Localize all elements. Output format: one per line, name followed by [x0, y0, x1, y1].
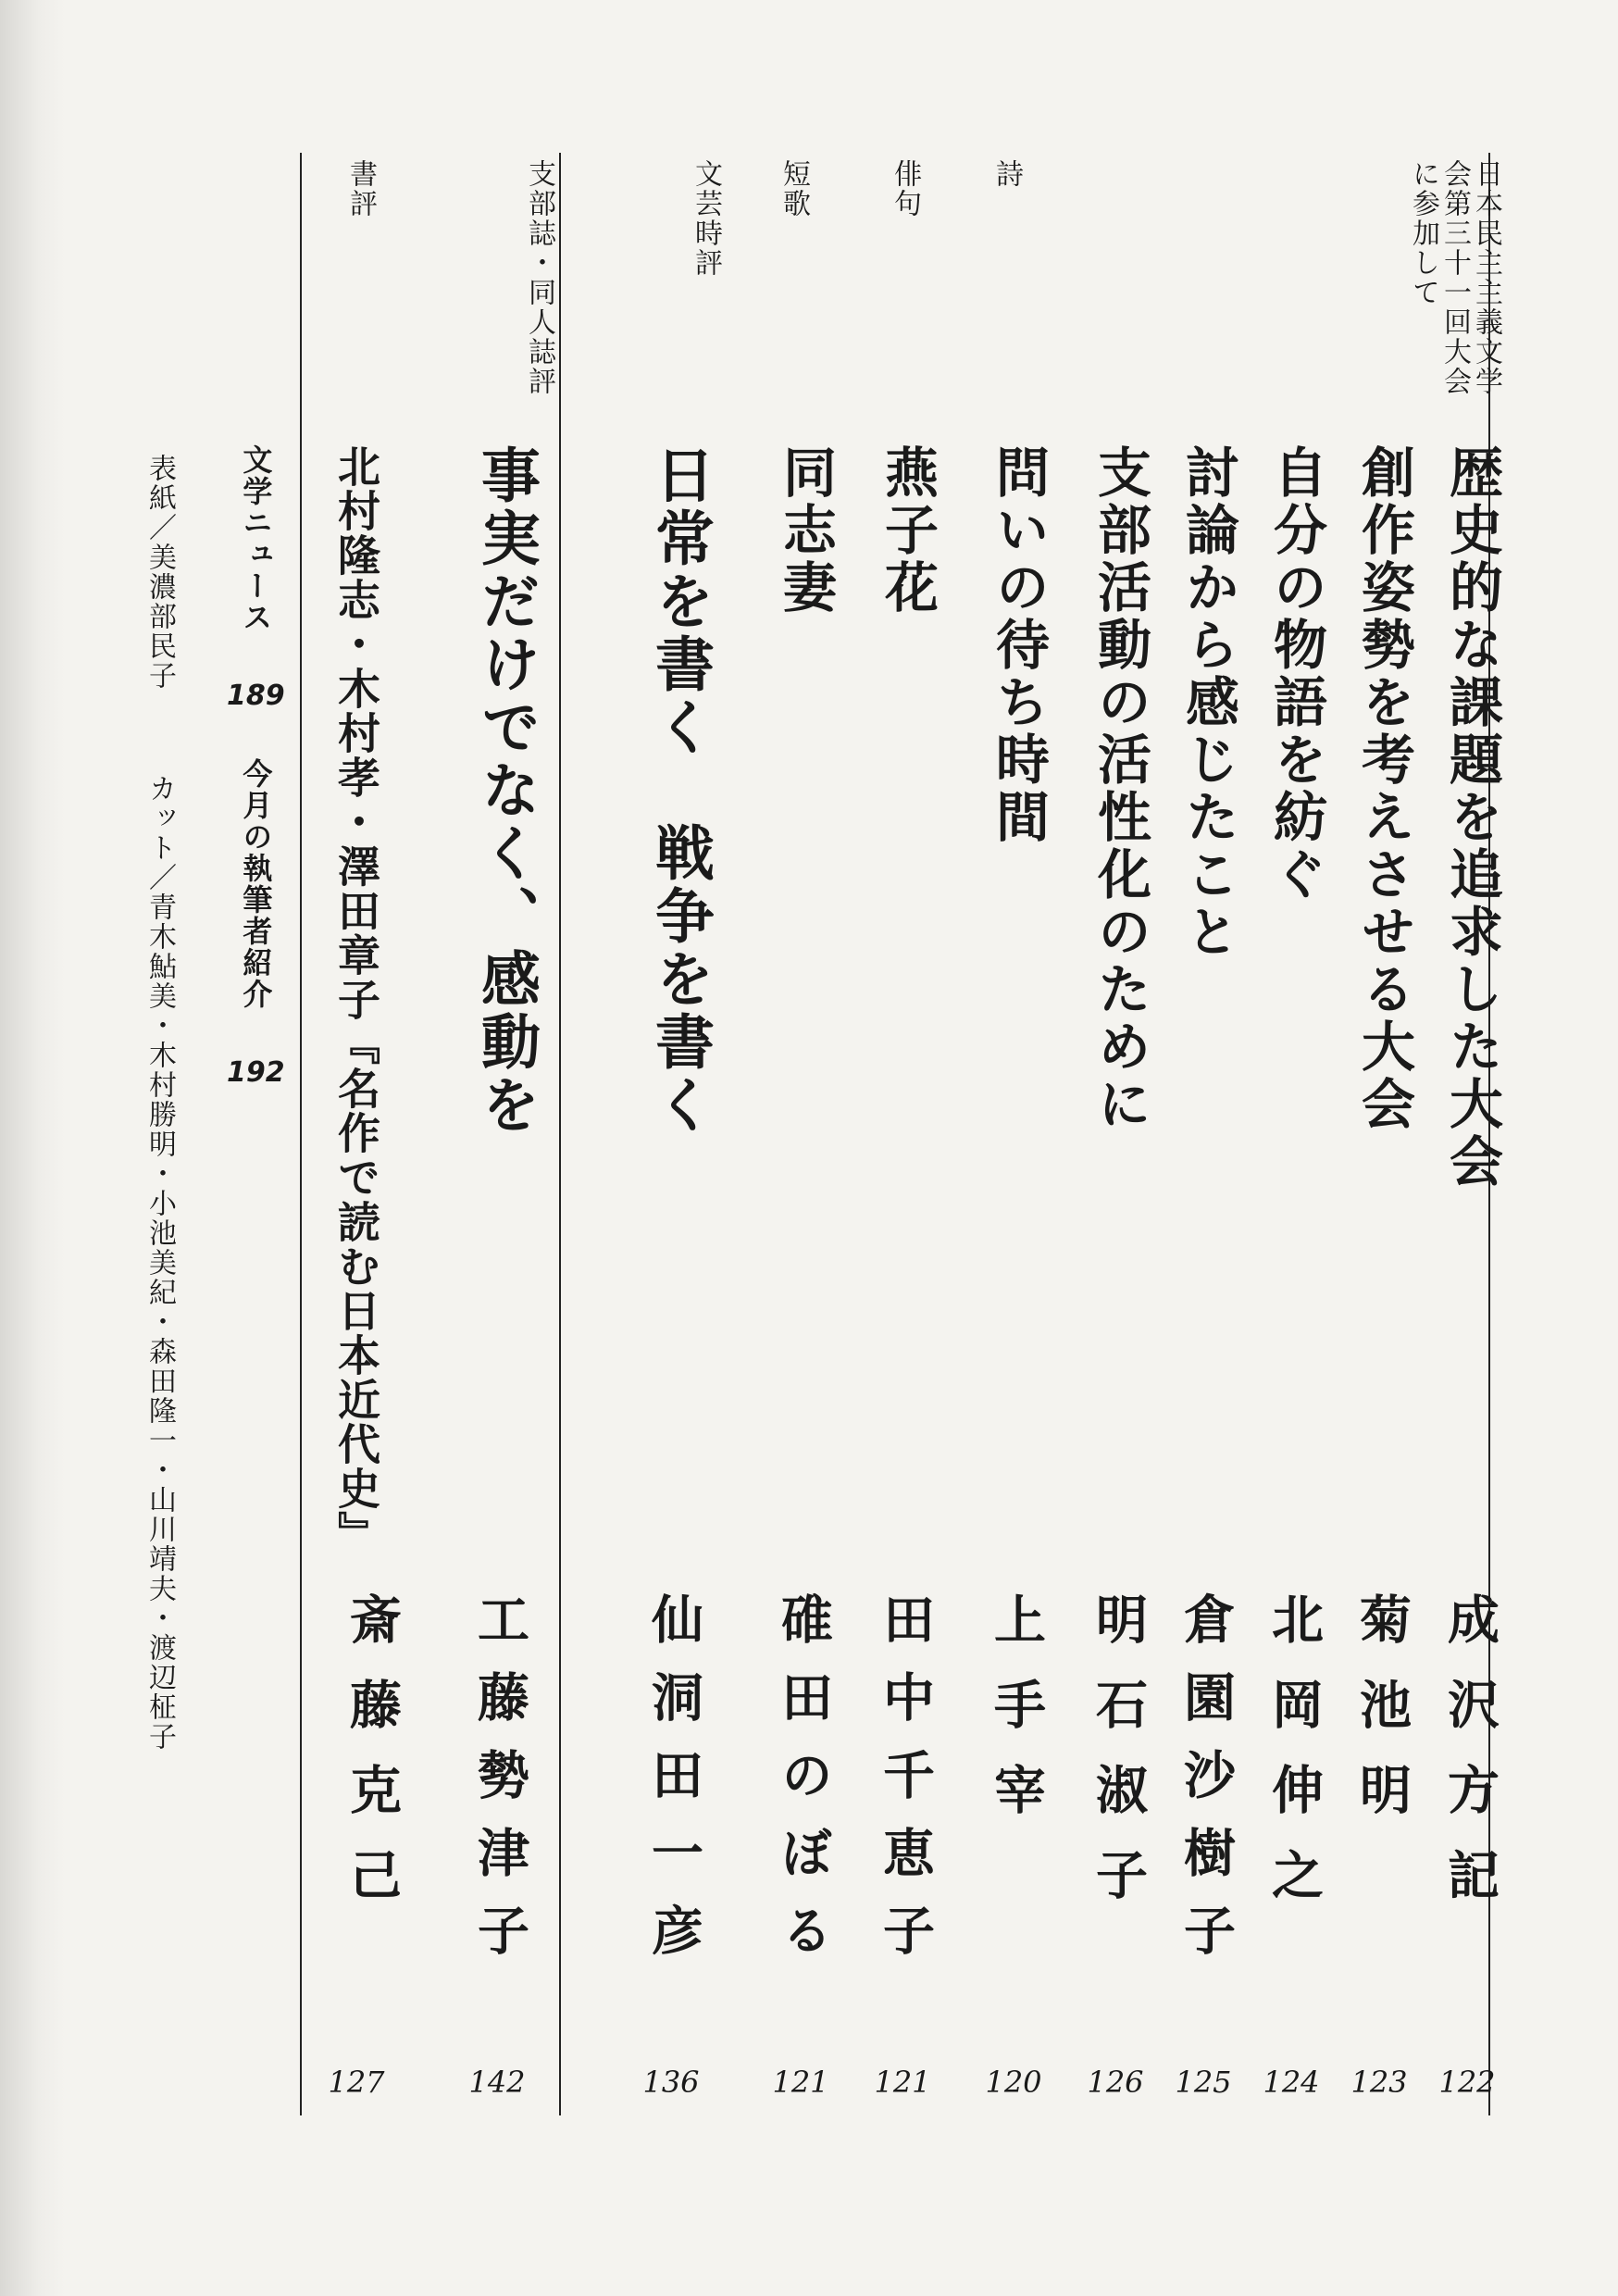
entry-title: 北村隆志・木村孝・澤田章子『名作で読む日本近代史』 [331, 444, 381, 1555]
entry-author: 菊池明 [1351, 1592, 1413, 1848]
category-taikai-line3: に参加して [1407, 159, 1439, 307]
category-taikai-line2: 会第三十一回大会 [1438, 159, 1471, 396]
entry-page: 121 [772, 2065, 829, 2100]
entry-page: 126 [1087, 2065, 1144, 2100]
entry-author: 上手宰 [986, 1592, 1047, 1848]
news-page: 189 [227, 680, 285, 712]
entry-author: 倉園沙樹子 [1176, 1592, 1237, 1981]
entry-title: 同志妻 [774, 444, 837, 617]
entry-title: 自分の物語を紡ぐ [1264, 444, 1327, 904]
entry-author: 明石淑子 [1088, 1592, 1149, 1933]
category-taikai [1407, 159, 1501, 396]
rule-left [300, 153, 302, 2115]
category-shohyo: 書評 [344, 159, 377, 218]
entry-page: 124 [1263, 2065, 1320, 2100]
category-haiku: 俳句 [889, 159, 921, 218]
news-label: 文学ニュース [238, 444, 274, 633]
entry-author: 仙洞田一彦 [643, 1592, 704, 1981]
entry-page: 142 [468, 2065, 526, 2100]
entry-page: 127 [328, 2065, 385, 2100]
entry-title: 燕子花 [876, 444, 939, 617]
entry-title: 支部活動の活性化のために [1089, 444, 1151, 1133]
category-shibushi: 支部誌・同人誌評 [523, 159, 555, 396]
entry-title: 歴史的な課題を追求した大会 [1440, 444, 1503, 1191]
entry-page: 123 [1350, 2065, 1408, 2100]
cover-credit: 表紙／美濃部民子 [143, 454, 176, 691]
entry-title: 問いの待ち時間 [987, 444, 1050, 846]
entry-page: 136 [642, 2065, 700, 2100]
entry-author: 碓田のぼる [773, 1592, 834, 1981]
category-shi: 詩 [990, 159, 1023, 189]
footer-news-column [227, 444, 285, 1098]
category-bungei-jihyo: 文芸時評 [690, 159, 722, 278]
entry-author: 成沢方記 [1439, 1592, 1500, 1933]
entry-author: 北岡伸之 [1263, 1592, 1325, 1933]
entry-title: 討論から感じたこと [1176, 444, 1239, 961]
entry-author: 斎藤克己 [342, 1592, 403, 1933]
entry-title: 日常を書く 戦争を書く [645, 444, 715, 1137]
writers-page: 192 [227, 1056, 285, 1089]
page-binding-edge [0, 0, 65, 2296]
entry-page: 121 [874, 2065, 931, 2100]
footer-credits-column [139, 454, 180, 1752]
category-tanka: 短歌 [778, 159, 810, 218]
entry-title: 創作姿勢を考えさせる大会 [1352, 444, 1415, 1133]
entry-title: 事実だけでなく、感動を [471, 444, 541, 1137]
category-taikai-line1: 日本民主主義文学 [1470, 159, 1502, 396]
cut-credit: カット／青木鮎美・木村勝明・小池美紀・森田隆一・山川靖夫・渡辺柾子 [143, 774, 176, 1752]
entry-page: 122 [1438, 2065, 1496, 2100]
entry-page: 120 [985, 2065, 1042, 2100]
entry-author: 工藤勢津子 [469, 1592, 530, 1981]
entry-author: 田中千恵子 [875, 1592, 936, 1981]
entry-page: 125 [1175, 2065, 1232, 2100]
rule-middle [559, 153, 561, 2115]
writers-label: 今月の執筆者紹介 [238, 758, 274, 1010]
